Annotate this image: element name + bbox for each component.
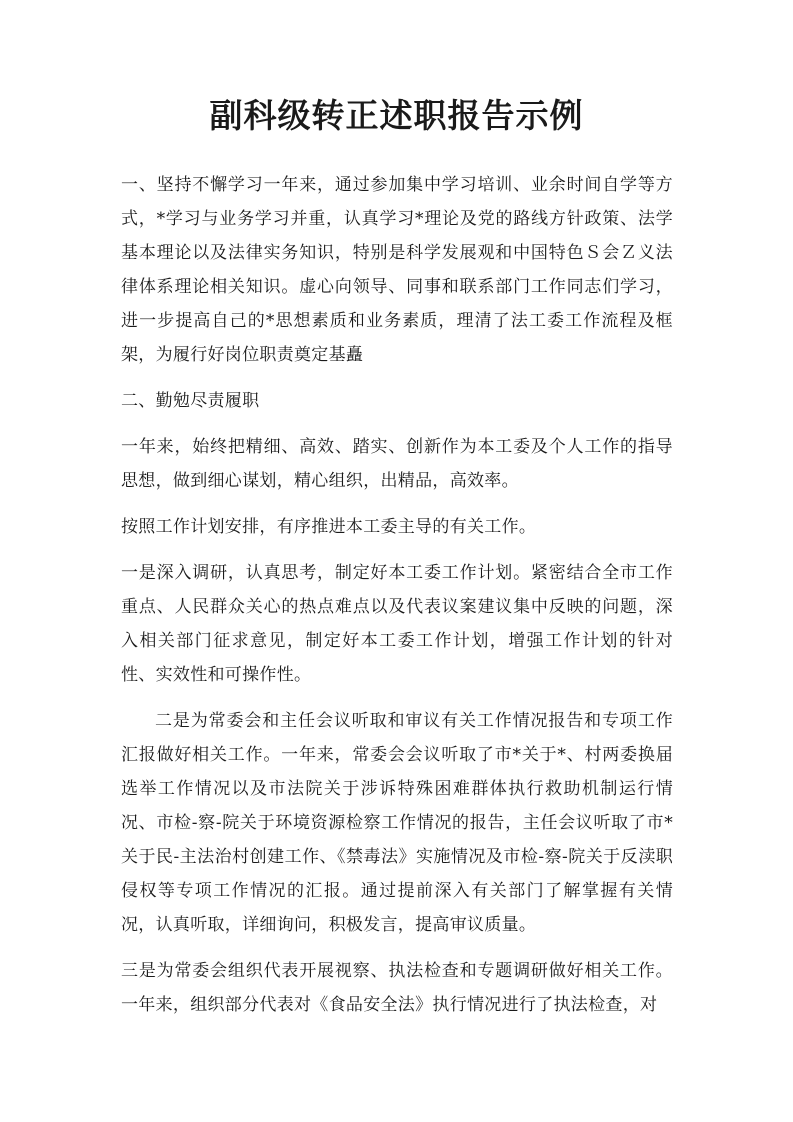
document-title: 副科级转正述职报告示例 (209, 96, 584, 135)
paragraph-point-one: 一是深入调研，认真思考，制定好本工委工作计划。紧密结合全市工作重点、人民群众关心的热点难点以及代表议案建议集中反映的问题，深入相关部门征求意见，制定好本工委工作计划，增强工作计划的针对性、实效性和可操作性。 (121, 563, 673, 685)
section-heading-duties: 二、勤勉尽责履职 (121, 391, 260, 411)
paragraph-point-three: 三是为常委会组织代表开展视察、执法检查和专题调研做好相关工作。一年来，组织部分代表对《食品安全法》执行情况进行了执法检查，对 (121, 961, 673, 1015)
paragraph-study: 一、坚持不懈学习一年来，通过参加集中学习培训、业余时间自学等方式，*学习与业务学习并重，认真学习*理论及党的路线方针政策、法学基本理论以及法律实务知识，特别是科学发展观和中国特色Ｓ会Ｚ义法律体系理论相关知识。虚心向领导、同事和联系部门工作同志们学习，进一步提高自己的*思想素质和业务素质，理清了法工委工作流程及框架，为履行好岗位职责奠定基矗 (121, 175, 673, 365)
document-body (121, 168, 673, 1034)
paragraph-work-plan: 按照工作计划安排，有序推进本工委主导的有关工作。 (121, 517, 537, 537)
paragraph-point-two: 二是为常委会和主任会议听取和审议有关工作情况报告和专项工作汇报做好相关工作。一年来，常委会会议听取了市*关于*、村两委换届选举工作情况以及市法院关于涉诉特殊困难群体执行救助机制运行情况、市检-察-院关于环境资源检察工作情况的报告，主任会议听取了市*关于民-主法治村创建工作、《禁毒法》实施情况及市检-察-院关于反渎职侵权等专项工作情况的汇报。通过提前深入有关部门了解掌握有关情况，认真听取，详细询问，积极发言，提高审议质量。 (121, 711, 673, 935)
paragraph-guiding-idea: 一年来，始终把精细、高效、踏实、创新作为本工委及个人工作的指导思想，做到细心谋划，精心组织，出精品，高效率。 (121, 437, 673, 491)
